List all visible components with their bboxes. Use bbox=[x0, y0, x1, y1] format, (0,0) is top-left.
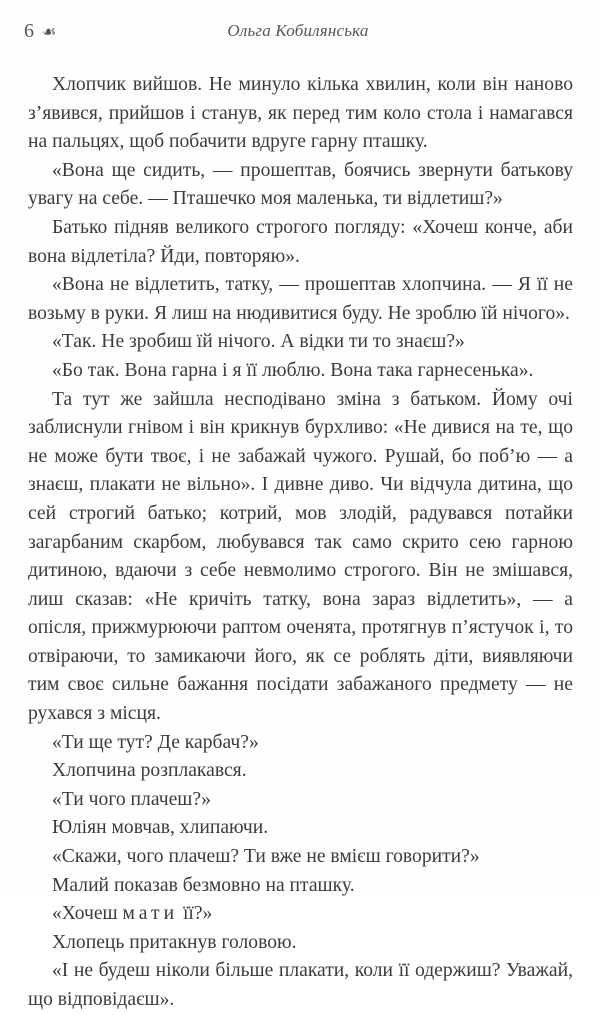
emphasized-spaced-text: мати bbox=[122, 903, 179, 925]
paragraph: «Скажи, чого плачеш? Ти вже не вмієш говорити?» bbox=[52, 846, 480, 868]
text-segment: її?» bbox=[178, 903, 213, 925]
author-name: Ольга Кобилянська bbox=[227, 21, 369, 40]
paragraph: Та тут же зайшла несподівано зміна з батьком. Йому очі заблиснули гнівом і він крикнув бурхливо: «Не дивися на те, що не може бути твоє, і не забажай чужого. Рушай, бо поб’ю — а знаєш, плакати не вільно». І дивне диво. Чи відчула дитина, що сей строгий батько; котрий, мов злодій, радувався потайки загарбаним скарбом, любувався так само скрито сею гарною дитиною, вдаючи з себе невмолимо строгого. Він не змішався, лиш сказав: «Не кричіть татку, вона зараз відлетить», — а опісля, прижмурюючи раптом оченята, протягнув п’ястучок і, то отвіраючи, то замикаючи його, як се роблять діти, виявляючи тим своє сильне бажання посідати забажаного предмету — не рухався з місця. bbox=[28, 388, 573, 725]
paragraph: Хлопчик вийшов. Не минуло кілька хвилин, коли він наново з’явився, прийшов і станув, як перед тим коло стола і намагався на пальцях, щоб побачити вдруге гарну пташку. bbox=[28, 74, 573, 153]
paragraph: «Ти чого плачеш?» bbox=[52, 788, 211, 810]
paragraph: «І не будеш ніколи більше плакати, коли її одержиш? Уважай, що відповідаєш». bbox=[28, 960, 573, 1010]
paragraph: «Бо так. Вона гарна і я її люблю. Вона така гарнесенька». bbox=[52, 359, 534, 381]
paragraph: «Вона не відлетить, татку, — прошептав хлопчина. — Я її не возьму в руки. Я лиш на нюдивитися буду. Не зроблю їй нічого». bbox=[28, 274, 573, 324]
paragraph: Хлопчина розплакався. bbox=[52, 760, 247, 782]
body-text bbox=[28, 71, 573, 1015]
paragraph: Хлопець притакнув головою. bbox=[52, 931, 297, 953]
ornament-flourish-icon: ☙ bbox=[42, 22, 57, 41]
paragraph: «Так. Не зробиш їй нічого. А відки ти то знаєш?» bbox=[52, 331, 465, 353]
page-number: 6 bbox=[24, 20, 34, 42]
paragraph: Батько підняв великого строгого погляду: «Хочеш конче, аби вона відлетіла? Йди, повторяю». bbox=[28, 216, 573, 267]
paragraph: «Ти ще тут? Де карбач?» bbox=[52, 731, 259, 753]
paragraph bbox=[28, 900, 573, 929]
running-head bbox=[24, 20, 572, 46]
text-segment: «Хочеш bbox=[52, 903, 123, 925]
paragraph: Юліян мовчав, хлипаючи. bbox=[52, 817, 269, 839]
paragraph: Малий показав безмовно на пташку. bbox=[52, 874, 355, 896]
paragraph: «Вона ще сидить, — прошептав, боячись звернути батькову увагу на себе. — Пташечко моя маленька, ти відлетиш?» bbox=[28, 159, 573, 210]
